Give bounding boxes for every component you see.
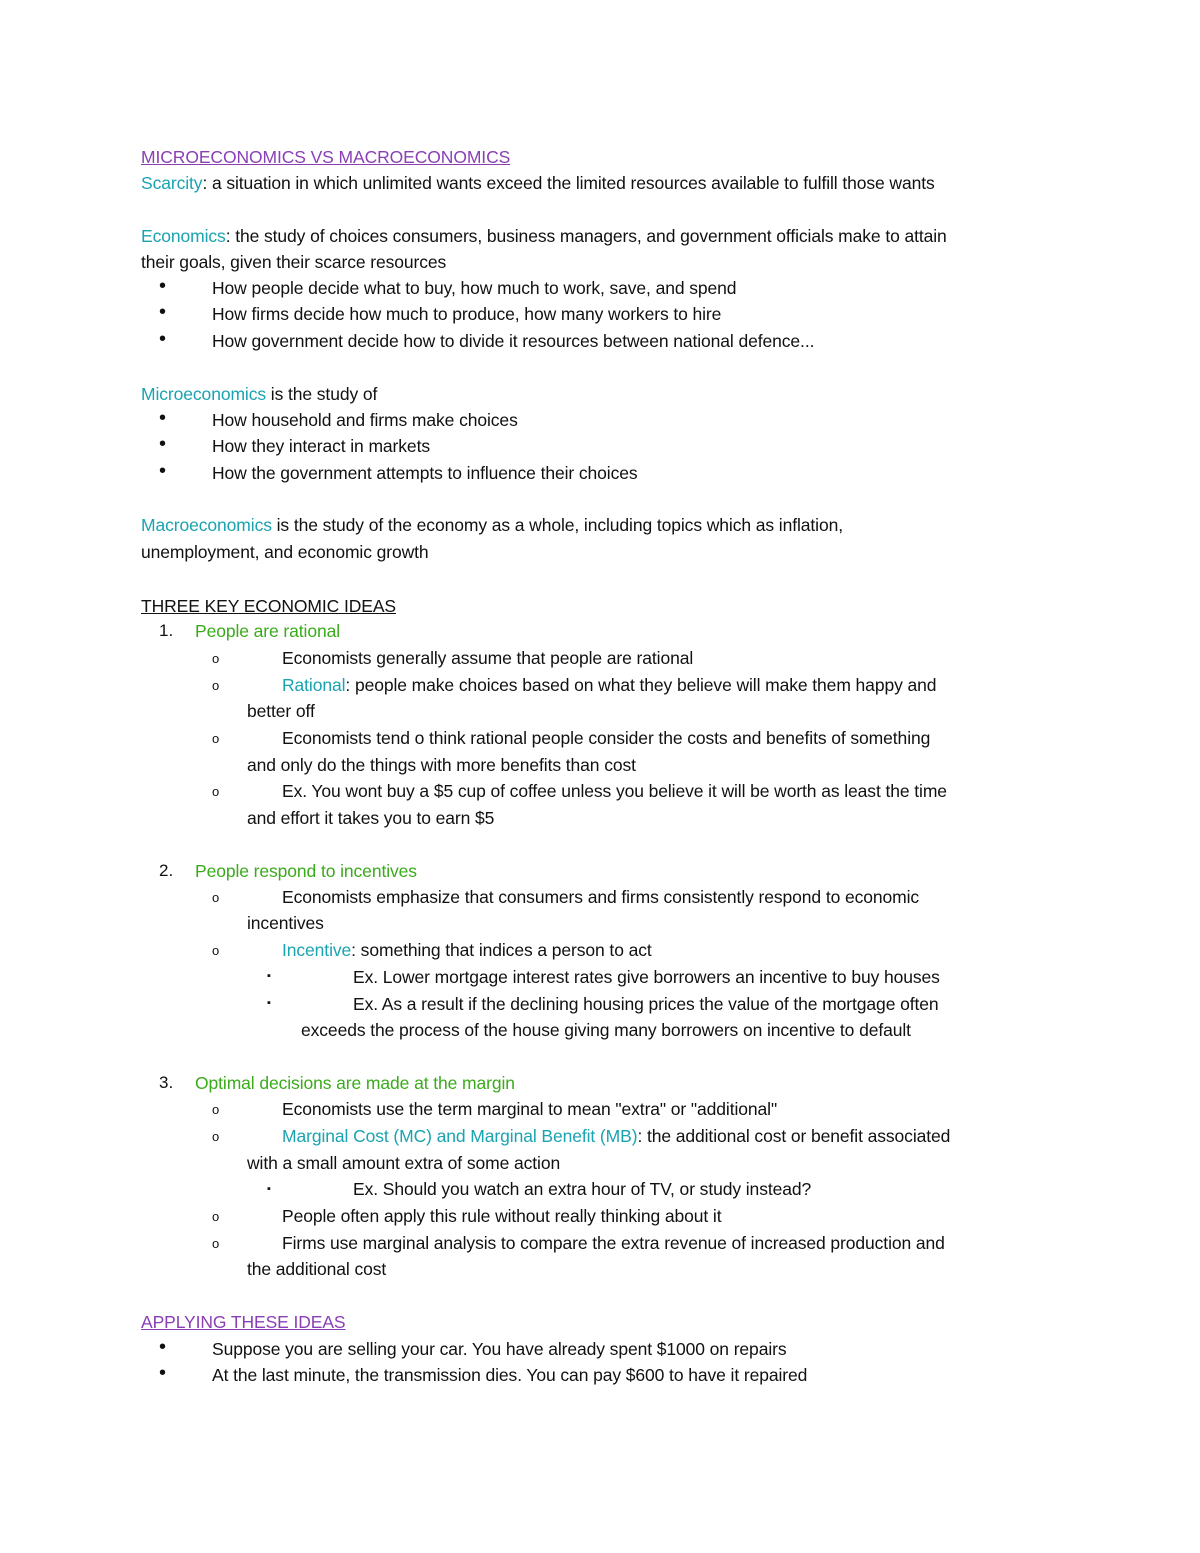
macro-definition bbox=[141, 513, 843, 537]
square-bullet-icon: ▪ bbox=[267, 1183, 271, 1195]
list-item-cont: the additional cost bbox=[247, 1259, 387, 1279]
circle-bullet-icon: o bbox=[212, 1129, 220, 1144]
scarcity-term: Scarcity bbox=[141, 173, 203, 193]
list-item-cont: better off bbox=[247, 701, 315, 721]
square-bullet-icon: ▪ bbox=[267, 997, 271, 1009]
list-item: Firms use marginal analysis to compare the extra revenue of increased production and bbox=[282, 1233, 945, 1253]
heading-three-key-ideas: THREE KEY ECONOMIC IDEAS bbox=[141, 596, 396, 616]
idea-title-margin: Optimal decisions are made at the margin bbox=[195, 1073, 515, 1093]
circle-bullet-icon: o bbox=[212, 651, 220, 666]
heading-micro-vs-macro: MICROECONOMICS VS MACROECONOMICS bbox=[141, 147, 511, 167]
circle-bullet-icon: o bbox=[212, 1209, 220, 1224]
number-1: 1. bbox=[159, 621, 174, 640]
circle-bullet-icon: o bbox=[212, 890, 220, 905]
square-bullet-icon: ▪ bbox=[267, 970, 271, 982]
list-item-cont: and effort it takes you to earn $5 bbox=[247, 808, 495, 828]
rational-term: Rational bbox=[282, 675, 346, 695]
list-item: Ex. As a result if the declining housing prices the value of the mortgage often bbox=[353, 994, 939, 1014]
list-item: Ex. Should you watch an extra hour of TV, or study instead? bbox=[353, 1179, 812, 1199]
circle-bullet-icon: o bbox=[212, 678, 220, 693]
economics-definition bbox=[141, 224, 947, 248]
circle-bullet-icon: o bbox=[212, 1102, 220, 1117]
circle-bullet-icon: o bbox=[212, 943, 220, 958]
bullet-icon: • bbox=[159, 460, 167, 482]
list-item: How people decide what to buy, how much to work, save, and spend bbox=[212, 278, 737, 298]
list-item-cont: and only do the things with more benefits than cost bbox=[247, 755, 636, 775]
micro-definition bbox=[141, 382, 377, 406]
rational-def: : people make choices based on what they believe will make them happy and bbox=[345, 675, 937, 695]
idea-title-incentives: People respond to incentives bbox=[195, 861, 417, 881]
list-item: Economists use the term marginal to mean "extra" or "additional" bbox=[282, 1099, 778, 1119]
list-item: How the government attempts to influence their choices bbox=[212, 463, 638, 483]
marginal-definition bbox=[282, 1124, 950, 1148]
list-item-cont: with a small amount extra of some action bbox=[247, 1153, 561, 1173]
list-item: How government decide how to divide it resources between national defence... bbox=[212, 331, 815, 351]
heading-applying: APPLYING THESE IDEAS bbox=[141, 1312, 346, 1332]
number-2: 2. bbox=[159, 861, 174, 880]
list-item: How firms decide how much to produce, how many workers to hire bbox=[212, 304, 722, 324]
circle-bullet-icon: o bbox=[212, 1236, 220, 1251]
list-item: Economists generally assume that people are rational bbox=[282, 648, 694, 668]
number-3: 3. bbox=[159, 1073, 174, 1092]
economics-def: : the study of choices consumers, business managers, and government officials make to attain bbox=[225, 226, 947, 246]
list-item: How they interact in markets bbox=[212, 436, 430, 456]
list-item-cont: exceeds the process of the house giving many borrowers on incentive to default bbox=[301, 1020, 911, 1040]
incentive-def: : something that indices a person to act bbox=[351, 940, 652, 960]
list-item: Suppose you are selling your car. You have already spent $1000 on repairs bbox=[212, 1339, 787, 1359]
bullet-icon: • bbox=[159, 275, 167, 297]
bullet-icon: • bbox=[159, 301, 167, 323]
bullet-icon: • bbox=[159, 407, 167, 429]
macro-def-cont: unemployment, and economic growth bbox=[141, 542, 429, 562]
list-item: How household and firms make choices bbox=[212, 410, 518, 430]
rational-definition bbox=[282, 673, 936, 697]
macro-term: Macroeconomics bbox=[141, 515, 272, 535]
list-item: Ex. Lower mortgage interest rates give borrowers an incentive to buy houses bbox=[353, 967, 940, 987]
marginal-term: Marginal Cost (MC) and Marginal Benefit (MB) bbox=[282, 1126, 638, 1146]
list-item: People often apply this rule without really thinking about it bbox=[282, 1206, 722, 1226]
list-item: Ex. You wont buy a $5 cup of coffee unless you believe it will be worth as least the time bbox=[282, 781, 947, 801]
list-item: Economists emphasize that consumers and firms consistently respond to economic bbox=[282, 887, 920, 907]
scarcity-definition bbox=[141, 171, 935, 195]
micro-term: Microeconomics bbox=[141, 384, 267, 404]
bullet-icon: • bbox=[159, 1362, 167, 1384]
incentive-definition bbox=[282, 938, 652, 962]
list-item-cont: incentives bbox=[247, 913, 324, 933]
incentive-term: Incentive bbox=[282, 940, 352, 960]
idea-title-rational: People are rational bbox=[195, 621, 341, 641]
bullet-icon: • bbox=[159, 328, 167, 350]
bullet-icon: • bbox=[159, 1336, 167, 1358]
list-item: At the last minute, the transmission dies. You can pay $600 to have it repaired bbox=[212, 1365, 808, 1385]
circle-bullet-icon: o bbox=[212, 731, 220, 746]
macro-def: is the study of the economy as a whole, including topics which as inflation, bbox=[271, 515, 843, 535]
list-item: Economists tend o think rational people consider the costs and benefits of something bbox=[282, 728, 931, 748]
bullet-icon: • bbox=[159, 433, 167, 455]
economics-term: Economics bbox=[141, 226, 226, 246]
circle-bullet-icon: o bbox=[212, 784, 220, 799]
scarcity-def: : a situation in which unlimited wants exceed the limited resources available to fulfill those wants bbox=[202, 173, 935, 193]
marginal-def: : the additional cost or benefit associated bbox=[637, 1126, 951, 1146]
economics-def-cont: their goals, given their scarce resources bbox=[141, 252, 447, 272]
micro-def: is the study of bbox=[266, 384, 378, 404]
